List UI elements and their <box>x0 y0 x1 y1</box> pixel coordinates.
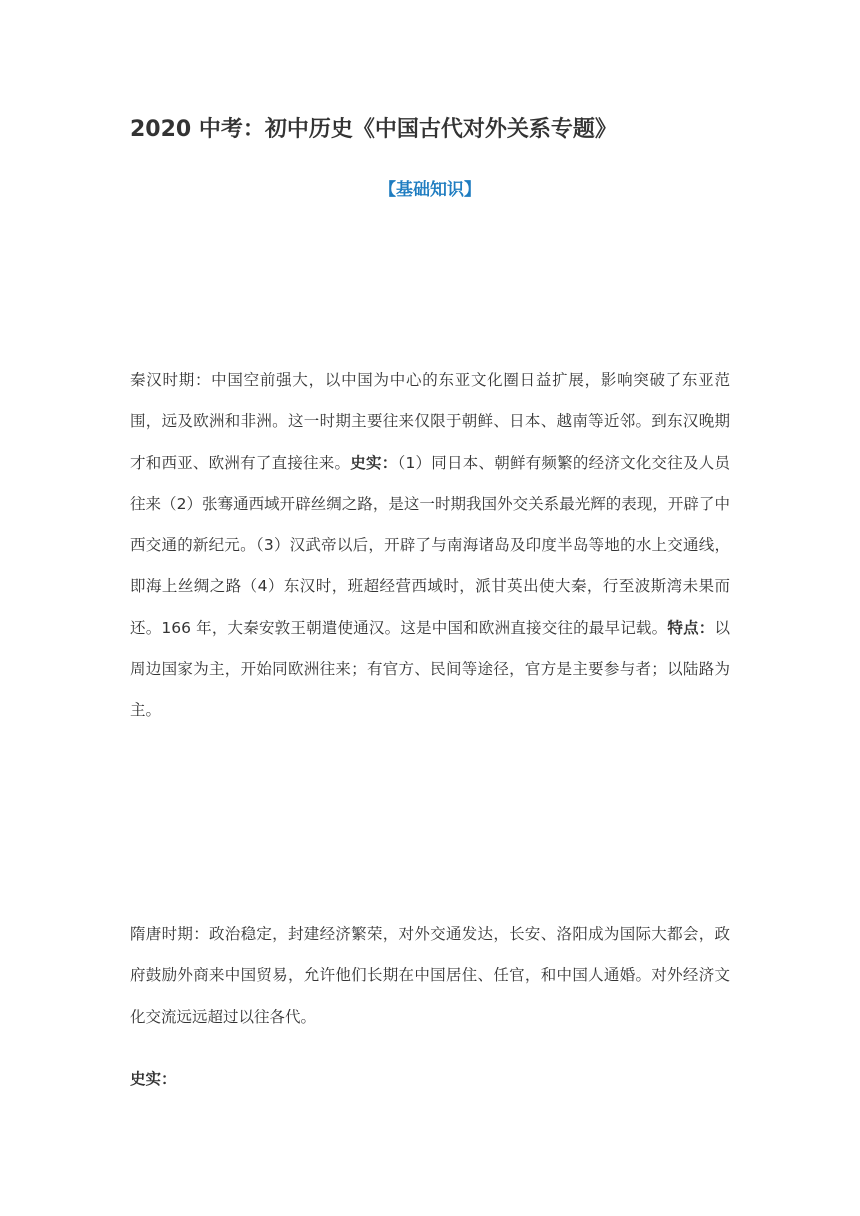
qinhan-facts-label: 史实： <box>350 453 398 472</box>
document-title: 2020 中考：初中历史《中国古代对外关系专题》 <box>130 117 617 142</box>
suitang-intro: 隋唐时期：政治稳定，封建经济繁荣，对外交通发达，长安、洛阳成为国际大都会，政府鼓励外商来中国贸易，允许他们长期在中国居住、任官，和中国人通婚。对外经济文化交流远远超过以往各代。 <box>130 925 730 1026</box>
paragraph-qinhan <box>130 360 730 732</box>
qinhan-features-label: 特点： <box>667 618 715 637</box>
section-heading-basics: 【基础知识】 <box>379 180 481 200</box>
qinhan-features: 以周边国家为主，开始同欧洲往来；有官方、民间等途径，官方是主要参与者；以陆路为主。 <box>130 618 730 720</box>
qinhan-intro: 秦汉时期：中国空前强大，以中国为中心的东亚文化圈日益扩展，影响突破了东亚范围，远及欧洲和非洲。这一时期主要往来仅限于朝鲜、日本、越南等近邻。到东汉晚期才和西亚、欧洲有了直接往来。 <box>130 371 730 472</box>
paragraph-suitang <box>130 914 730 1038</box>
suitang-facts-label: 史实： <box>130 1070 177 1088</box>
qinhan-facts: （1）同日本、朝鲜有频繁的经济文化交往及人员往来（2）张骞通西域开辟丝绸之路，是这一时期我国外交关系最光辉的表现，开辟了中西交通的新纪元。（3）汉武帝以后，开辟了与南海诸岛及印度半岛等地的水上交通线，即海上丝绸之路（4）东汉时，班超经营西域时，派甘英出使大秦，行至波斯湾未果而还。166 年，大秦安敦王朝遣使通汉。这是中国和欧洲直接交往的最早记载。 <box>130 453 730 637</box>
